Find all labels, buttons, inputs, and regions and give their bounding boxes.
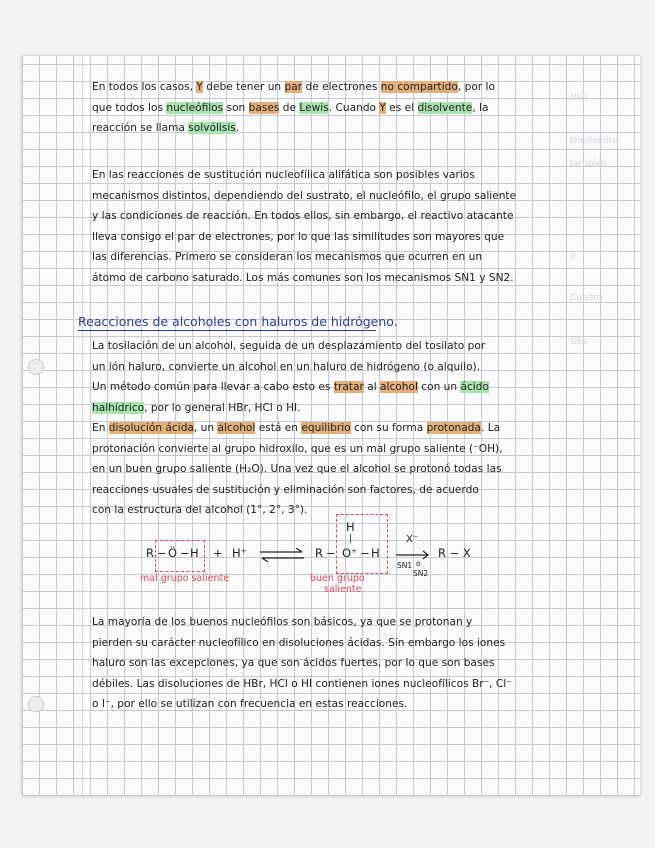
paragraph-mechanisms <box>92 165 562 288</box>
highlighted-term: par <box>284 81 303 93</box>
section-heading: Reacciones de alcoholes con haluros de hidrógeno. <box>78 314 398 329</box>
text-segment: En <box>92 422 109 434</box>
text-line: En las reacciones de sustitución nucleofílica alifática son posibles varios <box>92 169 475 181</box>
highlighted-term: bases <box>248 101 280 114</box>
binder-hole <box>28 359 44 375</box>
text-segment: , por lo general HBr, HCl o HI. <box>144 401 301 414</box>
highlighted-term: solvólisis <box>188 122 236 134</box>
label-good-leaving-group-2: saliente <box>324 584 362 595</box>
text-line <box>92 118 562 139</box>
text-line <box>92 418 562 439</box>
ghost-line: Utili <box>570 93 588 103</box>
text-line: La mayoría de los buenos nucleófilos son básicos, ya que se protonan y <box>92 616 473 628</box>
bad-leaving-group-box <box>155 540 205 572</box>
ghost-line: Obs <box>570 337 588 347</box>
text-segment: de <box>279 101 300 114</box>
paragraph-nucleophiles <box>92 77 562 139</box>
text-segment: de electrones <box>302 81 381 93</box>
bond: − <box>180 546 190 560</box>
binder-hole <box>28 696 44 712</box>
label-good-leaving-group: buen grupo <box>310 573 365 584</box>
plus-sign: + <box>213 546 223 560</box>
text-segment: , la <box>472 101 489 114</box>
vertical-bond: | <box>349 534 353 544</box>
arrow-reagent: X⁻ <box>406 534 419 545</box>
text-line: las diferencias. Primero se consideran los mecanismos que ocurren en un <box>92 251 483 263</box>
text-segment: con un <box>417 381 461 393</box>
ghost-line: p <box>570 251 576 261</box>
text-line <box>92 398 562 419</box>
highlighted-term: ácido <box>460 381 489 393</box>
highlighted-term: protonada <box>426 422 481 434</box>
text-line: pierden su carácter nucleofílico en disoluciones ácidas. Sin embargo los iones <box>92 636 506 649</box>
highlighted-term: Y <box>196 81 203 93</box>
reaction-arrow <box>395 550 431 560</box>
highlighted-term: equilibrio <box>301 422 351 434</box>
highlighted-term: Y <box>379 101 386 114</box>
highlighted-term: tratar <box>333 381 364 393</box>
label-bad-leaving-group: mal grupo saliente <box>140 573 230 584</box>
text-segment: que todos los <box>92 101 167 114</box>
equilibrium-arrow <box>258 548 306 562</box>
text-segment: . <box>235 122 240 134</box>
text-segment: al <box>363 381 381 393</box>
left-h: H <box>190 546 199 560</box>
text-line: o I⁻, por ello se utilizan con frecuencia en estas reacciones. <box>92 698 408 710</box>
text-line <box>92 98 562 119</box>
text-segment: , un <box>193 422 218 434</box>
highlighted-term: no compartido <box>380 81 458 93</box>
right-r: R <box>315 546 323 560</box>
product: R − X <box>438 546 471 560</box>
text-segment: . Cuando <box>328 101 380 114</box>
text-segment: con la estructura del alcohol (1°, 2°, 3°). <box>92 504 308 516</box>
highlighted-term: Lewis <box>299 101 329 114</box>
right-oxygen: O⁺ <box>342 546 358 560</box>
text-segment: con su forma <box>350 422 427 434</box>
text-segment: debe tener un <box>202 81 285 93</box>
left-oxygen: Ö <box>168 546 178 560</box>
bond: − <box>157 546 167 560</box>
text-segment: en un buen grupo saliente (H₂O). Una vez que el alcohol se protonó todas las <box>92 463 502 475</box>
right-h-top: H <box>346 520 355 534</box>
proton: H⁺ <box>232 546 247 560</box>
text-line <box>92 377 562 398</box>
text-segment: La tosilación de un alcohol, seguida de un desplazamiento del tosilato por <box>92 340 486 352</box>
text-segment: son <box>223 101 249 114</box>
highlighted-term: nucleófilos <box>166 101 224 114</box>
text-segment: protonación convierte al grupo hidroxilo, que es un mal grupo saliente (⁻OH), <box>92 442 503 455</box>
highlighted-term: alcohol <box>217 422 256 434</box>
ghost-line: también <box>570 159 608 169</box>
right-h: H <box>371 546 380 560</box>
paragraph-halides <box>92 612 562 715</box>
highlighted-term: halhídrico <box>92 401 145 414</box>
text-segment: es el <box>385 101 418 114</box>
highlighted-term: disolución ácida <box>108 422 194 434</box>
ghost-line: Cuadro <box>570 293 603 303</box>
text-segment: . La <box>480 422 501 434</box>
text-line <box>92 77 562 98</box>
margin-line <box>82 56 83 796</box>
text-segment: reacciones usuales de sustitución y eliminación son factores, de acuerdo <box>92 483 479 496</box>
text-line: débiles. Las disoluciones de HBr, HCl o HI contienen iones nucleofílicos Br⁻, Cl⁻ <box>92 677 512 690</box>
text-line <box>92 357 562 378</box>
left-r: R <box>146 546 154 560</box>
bond: − <box>326 546 336 560</box>
text-line <box>92 480 562 501</box>
label-or: o <box>416 559 421 568</box>
good-leaving-group-box <box>336 514 388 574</box>
text-line: mecanismos distintos, dependiendo del sustrato, el nucleófilo, el grupo saliente <box>92 189 517 202</box>
label-sn2: SN2 <box>413 569 429 578</box>
paragraph-alcohols <box>92 336 562 521</box>
text-line: átomo de carbono saturado. Los más comunes son los mecanismos SN1 y SN2. <box>92 271 514 284</box>
bond: − <box>360 546 370 560</box>
text-segment: está en <box>255 422 302 434</box>
text-line: y las condiciones de reacción. En todos ellos, sin embargo, el reactivo atacante <box>92 210 514 222</box>
ghost-line: Disolvente <box>570 136 618 146</box>
text-segment: En todos los casos, <box>92 81 197 93</box>
text-line: haluro son las excepciones, ya que son ácidos fuertes, por lo que son bases <box>92 657 495 669</box>
highlighted-term: disolvente <box>417 101 473 114</box>
text-segment: , por lo <box>457 81 495 93</box>
text-line <box>92 500 562 521</box>
label-sn1: SN1 <box>397 561 413 570</box>
text-line: lleva consigo el par de electrones, por lo que las similitudes son mayores que <box>92 230 505 243</box>
highlighted-term: alcohol <box>380 381 418 393</box>
text-segment: Un método común para llevar a cabo esto es <box>92 381 334 393</box>
text-line <box>92 439 562 460</box>
text-segment: reacción se llama <box>92 122 189 134</box>
text-line <box>92 459 562 480</box>
text-line <box>92 336 562 357</box>
heading-underline <box>78 330 376 331</box>
text-segment: un ión haluro, convierte un alcohol en un haluro de hidrógeno (o alquilo). <box>92 360 481 373</box>
